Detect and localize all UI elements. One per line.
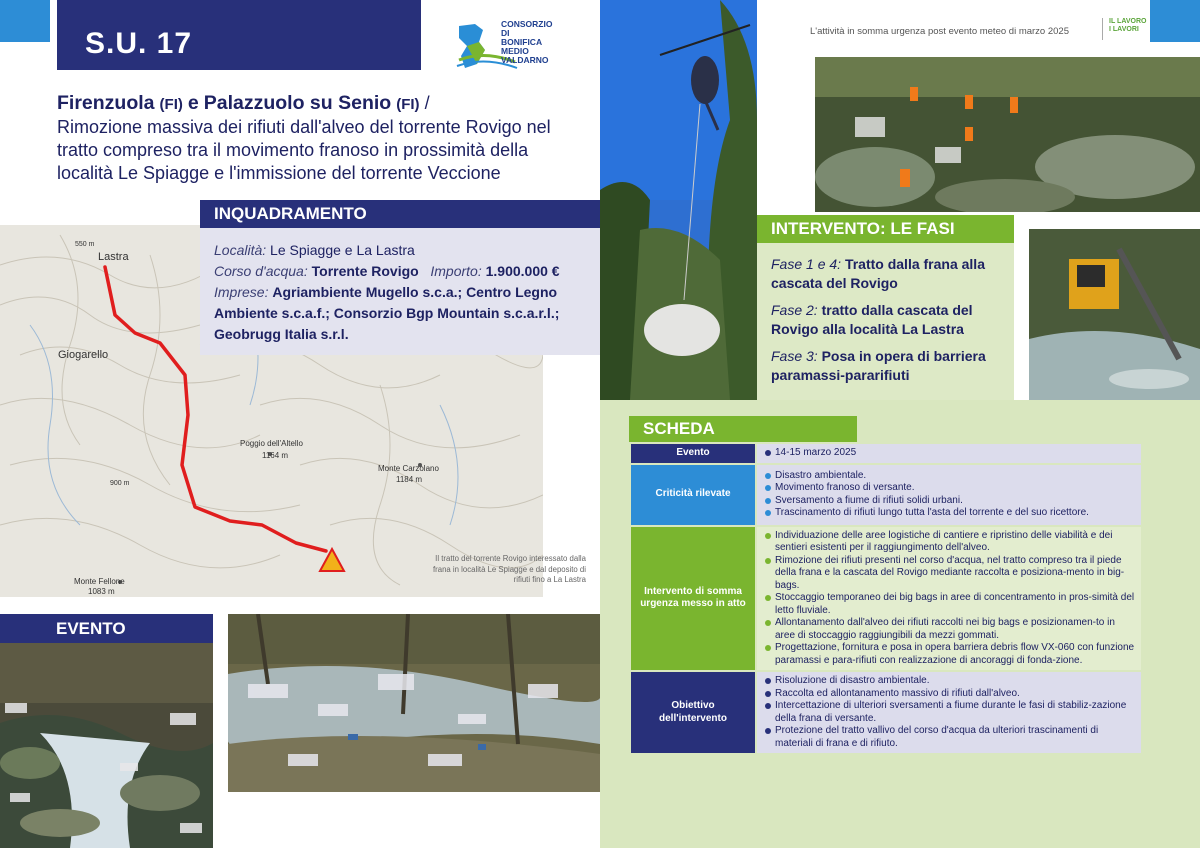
table-row [631, 465, 1141, 525]
importo-value: 1.900.000 € [485, 263, 560, 279]
list-item: Raccolta ed allontanamento massivo di rifiuti dall'alveo. [775, 688, 1135, 701]
list-item: Disastro ambientale. [775, 470, 1135, 483]
inquadramento-panel [200, 228, 600, 355]
fase-label: Fase 2: [771, 302, 818, 318]
table-row [631, 527, 1141, 671]
fase-text: Tratto dalla frana alla cascata del Rovigo [771, 256, 985, 291]
photo-riverbed-waste [228, 614, 600, 792]
fase-text: tratto dalla cascata del Rovigo alla località La Lastra [771, 302, 973, 337]
map-label-carzolano: Monte Carzolano [378, 464, 439, 473]
list-item: Trascinamento di rifiuti lungo tutta l'asta del torrente e del suo ricettore. [775, 507, 1135, 520]
map-label-poggio-alt: 1164 m [262, 451, 289, 460]
list-item: Risoluzione di disastro ambientale. [775, 675, 1135, 688]
evento-date: 14-15 marzo 2025 [775, 447, 1135, 460]
intervento-label-cell: Intervento di somma urgenza messo in atto [631, 527, 755, 671]
criticita-value-cell [757, 465, 1141, 525]
fase-item [771, 301, 1000, 339]
obiettivo-value-cell [757, 672, 1141, 753]
evento-value-cell [757, 444, 1141, 463]
imprese-value: Agriambiente Mugello s.c.a.; Centro Legno Ambiente s.c.a.f.; Consorzio Bgp Mountain s.c.a.r.l.; Geobrugg Italia s.r.l. [214, 284, 560, 342]
map-label-550: 550 m [75, 241, 95, 248]
map-label-carzolano-alt: 1184 m [396, 475, 423, 484]
corso-value: Torrente Rovigo [311, 263, 419, 279]
logo-line-4: VALDARNO [501, 55, 549, 65]
map-label-fellone-alt: 1083 m [88, 587, 115, 596]
corso-label: Corso d'acqua: [214, 263, 308, 279]
fase-item [771, 255, 1000, 293]
title-prov-2: (FI) [396, 96, 420, 113]
map-label-lastra: Lastra [98, 251, 129, 263]
list-item: Stoccaggio temporaneo dei big bags in aree di concentramento in pros-simità del letto fluviale. [775, 592, 1135, 616]
fasi-heading: INTERVENTO: LE FASI [757, 215, 1014, 243]
fase-item [771, 347, 1000, 385]
running-title: L'attività in somma urgenza post evento meteo di marzo 2025 [810, 26, 1069, 37]
title-place-2: Palazzuolo su Senio [203, 92, 392, 114]
list-item: Allontanamento dall'alveo dei rifiuti raccolti nei big bags e posizionamen-to in aree di stoccaggio raggiungibili da mezzi gommati. [775, 617, 1135, 642]
title-description: Rimozione massiva dei rifiuti dall'alveo del torrente Rovigo nel tratto compreso tra il movimento franoso in prossimità della località Le Spiagge e l'immissione del torrente Veccione [57, 117, 551, 183]
importo-label: Importo: [430, 263, 482, 279]
map-label-fellone: Monte Fellone [74, 577, 125, 586]
fasi-panel [757, 243, 1014, 400]
table-row [631, 672, 1141, 753]
table-row [631, 444, 1141, 463]
list-item: Rimozione dei rifiuti presenti nel corso d'acqua, nel tratto compreso tra il piede della frana e la cascata del Rovigo mediante raccolta e posiziona-mento in big-bags. [775, 555, 1135, 593]
title-prov-1: (FI) [159, 96, 183, 113]
list-item: Intercettazione di ulteriori sversamenti a fiume durante le fasi di stabiliz-zazione della frana di versante. [775, 700, 1135, 725]
localita-label: Località: [214, 242, 267, 258]
logo-line-1: CONSORZIO [501, 19, 553, 29]
scheda-table [629, 442, 1143, 755]
list-item: Protezione del tratto vallivo del corso d'acqua da ulteriori trascinamenti di materiali di frana e di rifiuto. [775, 725, 1135, 750]
list-item: Movimento franoso di versante. [775, 482, 1135, 495]
fase-text: Posa in opera di barriera paramassi-pararifiuti [771, 348, 986, 383]
list-item: Individuazione delle aree logistiche di cantiere e ripristino delle viabilità e dei sentieri esistenti per il raggiungimento dell'alveo. [775, 530, 1135, 555]
photo-workers-forest [815, 57, 1200, 212]
photo-helicopter-bigbag [600, 0, 757, 400]
photo-excavator-stream [1029, 229, 1200, 400]
top-right-accent-strip [1150, 0, 1200, 42]
project-code: S.U. 17 [57, 0, 421, 70]
section-tag-line-1: IL LAVORO [1109, 18, 1147, 25]
map-caption: Il tratto del torrente Rovigo interessato dalla frana in località Le Spiagge e dal deposito di rifiuti fino a La Lastra [432, 554, 586, 584]
title-connector: e [187, 92, 199, 114]
photo-stream-waste [0, 643, 213, 848]
criticita-label-cell: Criticità rilevate [631, 465, 755, 525]
top-left-accent-strip [0, 0, 50, 42]
logo-line-2: DI BONIFICA [501, 28, 543, 47]
scheda-heading: SCHEDA [629, 416, 857, 442]
evento-label-cell: Evento [631, 444, 755, 463]
fase-label: Fase 3: [771, 348, 818, 364]
obiettivo-label-cell: Obiettivo dell'intervento [631, 672, 755, 753]
map-label-giogarello: Giogarello [58, 349, 109, 361]
list-item: Sversamento a fiume di rifiuti solidi urbani. [775, 495, 1135, 508]
localita-value: Le Spiagge e La Lastra [270, 242, 415, 258]
page-title [57, 92, 587, 185]
title-place-1: Firenzuola [57, 92, 155, 114]
evento-heading: EVENTO [0, 614, 213, 643]
intervento-value-cell [757, 527, 1141, 671]
fase-label: Fase 1 e 4: [771, 256, 842, 272]
title-separator: / [424, 93, 430, 113]
inquadramento-heading: INQUADRAMENTO [200, 200, 600, 228]
map-label-900: 900 m [110, 480, 130, 487]
list-item: Progettazione, fornitura e posa in opera barriera debris flow VX-060 con funzione paramassi e para-rifiuti con realizzazione di ancoraggi di fonda-zione. [775, 642, 1135, 666]
section-tag [1102, 18, 1147, 40]
consortium-logo [455, 19, 553, 72]
logo-line-3: MEDIO [501, 46, 529, 56]
section-tag-line-2: I LAVORI [1109, 26, 1139, 33]
map-label-poggio: Poggio dell'Altello [240, 439, 303, 448]
imprese-label: Imprese: [214, 284, 269, 300]
